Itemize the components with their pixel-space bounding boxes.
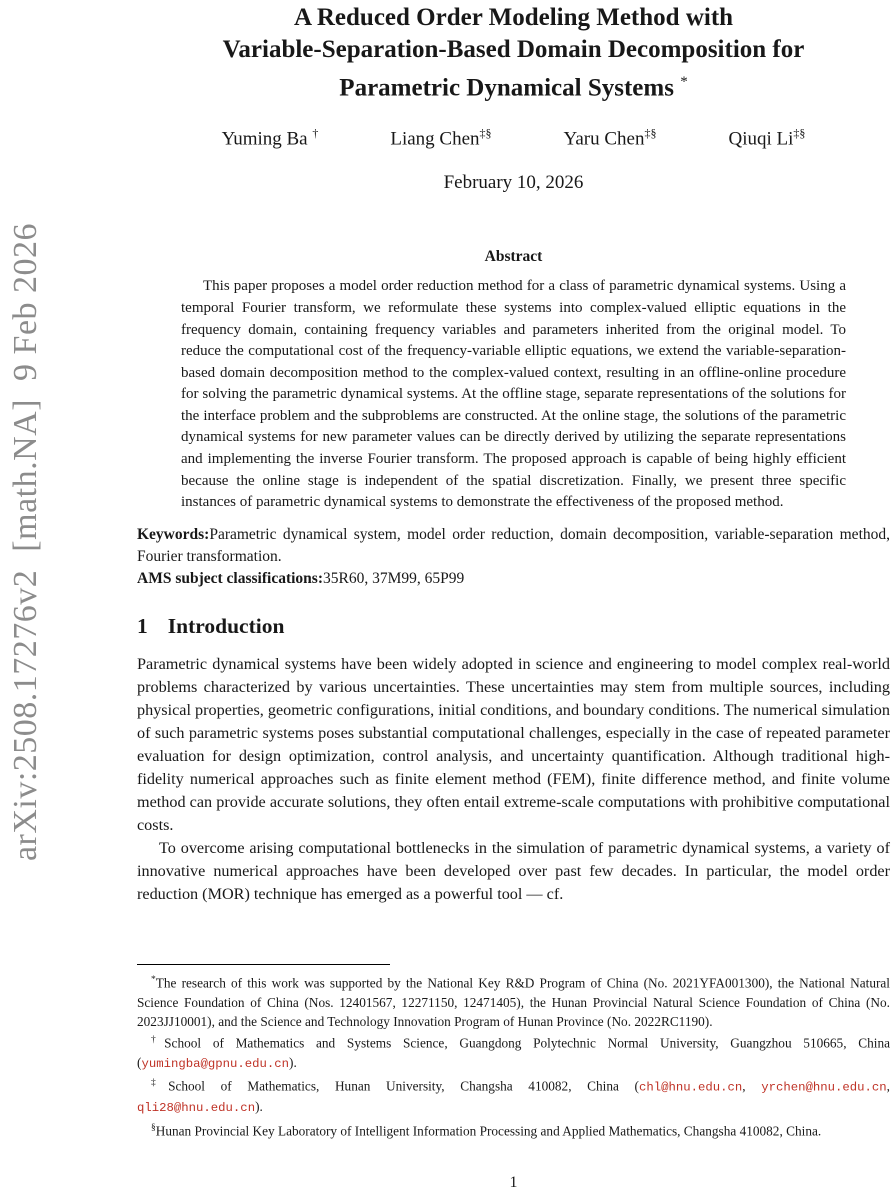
footnote-area xyxy=(137,964,890,1140)
paper-title xyxy=(137,2,890,104)
footnote-funding: *The research of this work was supported by the National Key R&D Program of China (No. 2021YFA001300), the National Natural Science Foundation of China (Nos. 12401567, 12271150, 12471405), the Hunan Provincial Natural Science Foundation of China (No. 2023JJ10001), and the Science and Technology Innovation Program of Hunan Province (No. 2022RC1190). xyxy=(137,975,890,1029)
email-link-chl[interactable]: chl@hnu.edu.cn xyxy=(638,1080,743,1095)
footnote-affiliation-dagger: †School of Mathematics and Systems Science, Guangdong Polytechnic Normal University, Guangzhou 510665, China (yumingba@gpnu.edu.cn). xyxy=(137,1035,891,1071)
keywords-text: Parametric dynamical system, model order reduction, domain decomposition, variable-separation method, Fourier transformation. xyxy=(137,525,890,565)
author-yuming-ba xyxy=(222,126,319,150)
footnote-affiliation-ddagger: ‡School of Mathematics, Hunan University, Changsha 410082, China (chl@hnu.edu.cn, yrchen@hnu.edu.cn, qli28@hnu.edu.cn). xyxy=(137,1077,890,1116)
paper-title-line-2: Variable-Separation-Based Domain Decomposition for xyxy=(222,36,805,63)
page-number: 1 xyxy=(509,1174,518,1191)
author-qiuqi-li xyxy=(728,126,805,150)
paper-body xyxy=(137,0,890,906)
author-yaru-chen xyxy=(564,126,657,150)
abstract-text: This paper proposes a model order reduction method for a class of parametric dynamical systems. Using a temporal Fourier transform, we reformulate these systems into complex-valued elliptic equations in the frequency domain, containing frequency variables and parameters inherited from the original model. To reduce the computational cost of the frequency-variable elliptic equations, we extend the variable-separation-based domain decomposition method to the complex-valued context, resulting in an offline-online procedure for solving the parametric dynamical systems. At the offline stage, separate representations of the solutions for the interface problem and the subproblems are constructed. At the online stage, the solutions of the parametric dynamical systems for new parameter values can be directly derived by utilizing the separate representations and implementing the inverse Fourier transform. The proposed approach is capable of being highly efficient because the online stage is independent of the spatial discretization. Finally, we present three specific instances of parametric dynamical systems to demonstrate the effectiveness of the proposed method. xyxy=(181,278,846,511)
email-link-qli28[interactable]: qli28@hnu.edu.cn xyxy=(137,1101,256,1116)
author-name: Liang Chen xyxy=(390,128,480,150)
author-mark: ‡§ xyxy=(793,126,806,141)
section-number: 1 xyxy=(137,613,148,638)
intro-paragraph-1: Parametric dynamical systems have been widely adopted in science and engineering to model complex real-world problems characterized by various uncertainties. These uncertainties may stem from multiple sources, including physical properties, geometric configurations, initial conditions, and boundary conditions. The numerical simulation of such parametric systems poses substantial computational challenges, especially in the case of repeated parameter evaluation for design optimization, control analysis, and uncertainty quantification. Although traditional high-fidelity numerical approaches such as finite element method (FEM), finite difference method, and finite volume method can provide accurate solutions, they often entail extreme-scale computations with prohibitive computational costs. xyxy=(137,654,890,834)
keywords-block xyxy=(137,524,890,590)
arxiv-watermark: arXiv:2508.17276v2 [math.NA] 9 Feb 2026 xyxy=(7,222,44,862)
authors-row xyxy=(137,126,890,150)
keywords-label: Keywords: xyxy=(137,525,210,543)
footnote-affiliation-section: §Hunan Provincial Key Laboratory of Intelligent Information Processing and Applied Mathematics, Changsha 410082, China. xyxy=(151,1122,822,1139)
paper-title-line-1: A Reduced Order Modeling Method with xyxy=(293,4,734,31)
section-1-heading xyxy=(137,614,890,641)
footnote-rule xyxy=(137,964,390,965)
paper-title-line-3: Parametric Dynamical Systems * xyxy=(339,74,688,102)
author-mark: ‡§ xyxy=(644,126,657,141)
author-mark: ‡§ xyxy=(479,126,492,141)
email-link-yrchen[interactable]: yrchen@hnu.edu.cn xyxy=(761,1080,887,1095)
footnote-ddagger-marker: ‡ xyxy=(151,1077,169,1088)
author-name: Yuming Ba xyxy=(221,128,308,150)
footnote-section-marker: § xyxy=(151,1122,156,1133)
intro-paragraph-2: To overcome arising computational bottlenecks in the simulation of parametric dynamical systems, a variety of innovative numerical approaches have been developed over past few decades. In particular, the model order reduction (MOR) technique has emerged as a powerful tool — cf. xyxy=(137,838,890,903)
ams-label: AMS subject classifications: xyxy=(137,569,323,587)
paper-date: February 10, 2026 xyxy=(443,172,584,194)
title-footnote-mark: * xyxy=(680,74,688,90)
author-name: Qiuqi Li xyxy=(728,128,794,150)
ams-text: 35R60, 37M99, 65P99 xyxy=(323,569,465,587)
section-title: Introduction xyxy=(167,613,285,638)
footnote-dagger-marker: † xyxy=(151,1035,165,1046)
abstract-heading: Abstract xyxy=(484,248,543,266)
author-name: Yaru Chen xyxy=(563,128,645,150)
author-mark: † xyxy=(312,126,319,141)
author-liang-chen xyxy=(390,126,491,150)
email-link-yumingba[interactable]: yumingba@gpnu.edu.cn xyxy=(141,1056,290,1071)
footnote-star-marker: * xyxy=(151,975,156,985)
